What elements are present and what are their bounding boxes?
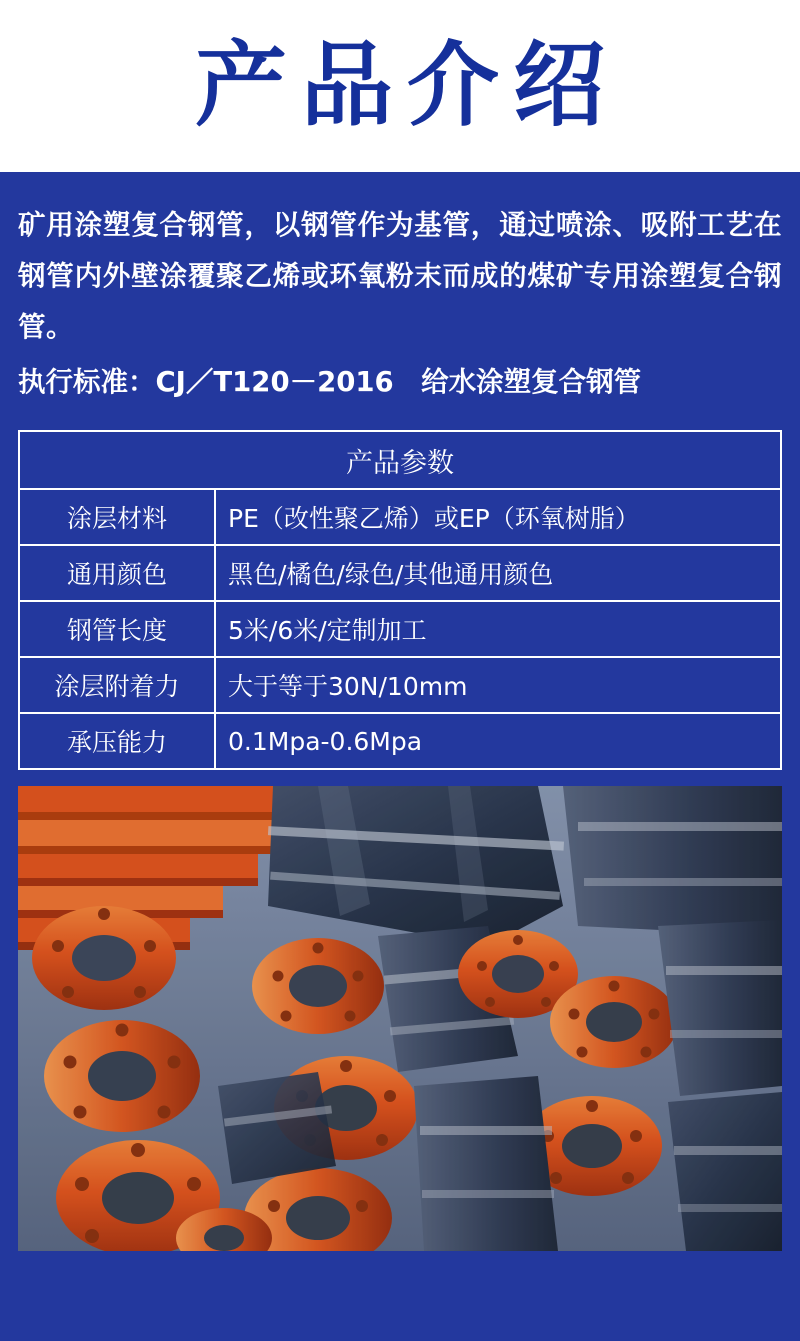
param-value: 5米/6米/定制加工 [215, 601, 781, 657]
intro-standard: 执行标准：CJ／T120－2016 给水涂塑复合钢管 [18, 366, 642, 398]
table-row [19, 489, 781, 545]
param-value: 0.1Mpa-0.6Mpa [215, 713, 781, 769]
param-value: 黑色/橘色/绿色/其他通用颜色 [215, 545, 781, 601]
table-row [19, 713, 781, 769]
table-caption-row [19, 431, 781, 489]
param-key: 涂层附着力 [19, 657, 215, 713]
page-title: 产品介绍 [194, 32, 619, 139]
table-row [19, 657, 781, 713]
table-caption: 产品参数 [19, 431, 781, 489]
param-key: 通用颜色 [19, 545, 215, 601]
intro-paragraph: 矿用涂塑复合钢管，以钢管作为基管，通过喷涂、吸附工艺在钢管内外壁涂覆聚乙烯或环氧粉末而成的煤矿专用涂塑复合钢管。 [18, 209, 782, 343]
intro-block [18, 172, 782, 408]
param-key: 钢管长度 [19, 601, 215, 657]
content-panel [0, 172, 800, 1341]
param-key: 涂层材料 [19, 489, 215, 545]
product-photo [18, 786, 782, 1251]
product-photo-illustration [18, 786, 782, 1251]
product-parameters-table [18, 430, 782, 770]
param-value: 大于等于30N/10mm [215, 657, 781, 713]
param-value: PE（改性聚乙烯）或EP（环氧树脂） [215, 489, 781, 545]
param-key: 承压能力 [19, 713, 215, 769]
table-row [19, 545, 781, 601]
page-header [0, 0, 800, 172]
table-row [19, 601, 781, 657]
